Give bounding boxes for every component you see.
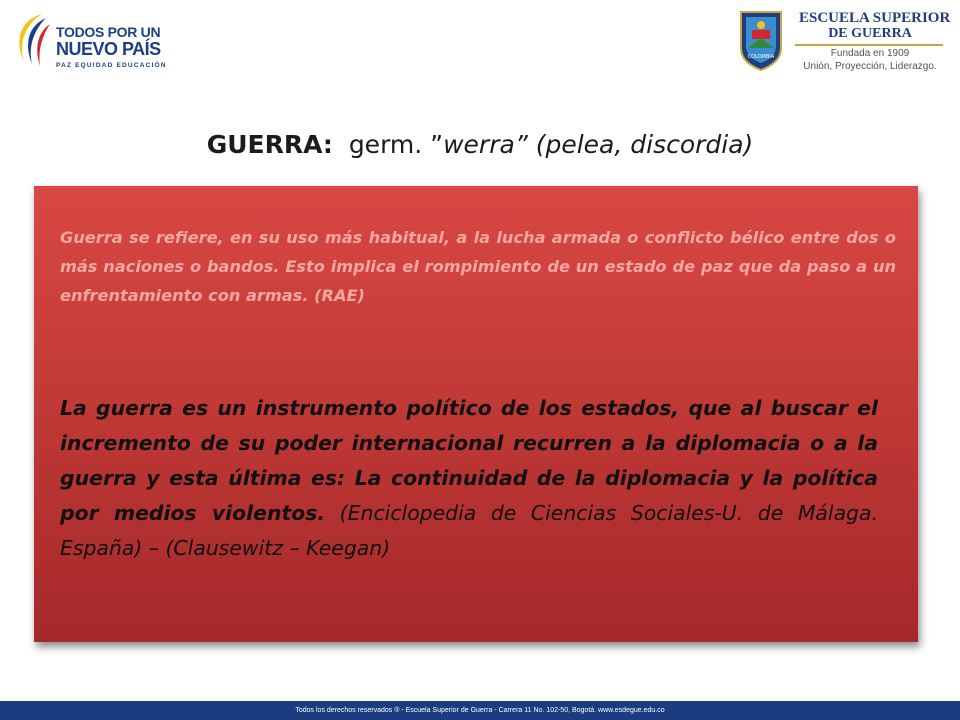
shield-label: COLOMBIA [747, 54, 775, 60]
colombia-flag-wave-icon [12, 10, 52, 68]
title-etymology-prefix: germ. ” [348, 130, 444, 159]
logo-text-line1: TODOS POR UN [56, 24, 161, 40]
quote-source-text: (Enciclopedia de Ciencias Sociales-U. de Málaga. España) – (Clausewitz – Keegan) [60, 501, 878, 560]
escuela-superior-de-guerra-logo [737, 6, 951, 72]
rae-definition-text: Guerra se refiere, en su uso más habitual, a la lucha armada o conflicto bélico entre dos o más naciones o bandos. Esto implica el rompimiento de un estado de paz que da paso a un enfrentamiento con armas. (RAE) [60, 228, 896, 305]
logo-divider [795, 44, 943, 46]
school-name-line2: DE GUERRA [828, 26, 912, 41]
footer-bar [0, 701, 960, 720]
logo-text-line3: PAZ EQUIDAD EDUCACIÓN [56, 62, 167, 69]
footer-copyright-text: Todos los derechos reservados ® - Escuela Superior de Guerra - Carrera 11 No. 102-50, Bogotá. www.esdegue.edu.co [295, 707, 665, 714]
title-etymology: werra” (pelea, discordia) [443, 130, 754, 159]
logo-text-line2: NUEVO PAÍS [56, 39, 161, 59]
title-term: GUERRA: [206, 130, 333, 159]
school-name-line1: ESCUELA SUPERIOR [799, 10, 951, 26]
todos-por-un-nuevo-pais-logo [8, 6, 167, 72]
clausewitz-quote [60, 391, 878, 566]
quote-bold-text: La guerra es un instrumento político de los estados, que al buscar el incremento de su poder internacional recurren a la diplomacia o a la guerra y esta última es: La continuidad de la diplomacia y la política por medios violentos. [60, 396, 878, 525]
school-founded-text: Fundada en 1909 [830, 48, 910, 59]
school-shield-icon [737, 8, 785, 72]
slide-title [0, 130, 960, 159]
school-motto-text: Unión, Proyección, Liderazgo. [803, 61, 937, 72]
